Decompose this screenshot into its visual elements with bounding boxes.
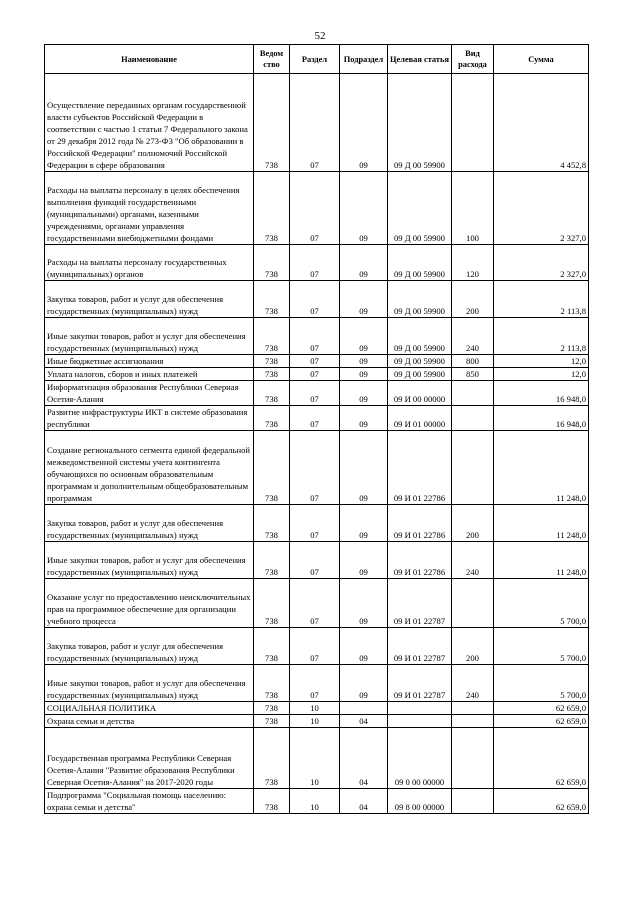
cell-sum: 11 248,0 xyxy=(494,542,589,579)
cell-sum: 2 327,0 xyxy=(494,172,589,245)
cell-dept: 738 xyxy=(254,368,290,381)
cell-name: Осуществление переданных органам государственной власти субъектов Российской Федерации в соответствии с частью 1 статьи 7 Федерального закона от 29 декабря 2012 года № 273-ФЗ "Об образовании в Российской Федерации" полномочий Российской Федерации в сфере образования xyxy=(45,74,254,172)
cell-expense-type xyxy=(452,702,494,715)
cell-sum: 2 113,8 xyxy=(494,318,589,355)
cell-target: 09 И 01 00000 xyxy=(388,406,452,431)
header-expense-type: Вид расхода xyxy=(452,45,494,74)
cell-dept: 738 xyxy=(254,281,290,318)
cell-sum: 62 659,0 xyxy=(494,702,589,715)
cell-subsection: 04 xyxy=(340,715,388,728)
cell-target: 09 Д 00 59900 xyxy=(388,281,452,318)
cell-dept: 738 xyxy=(254,665,290,702)
cell-expense-type xyxy=(452,406,494,431)
cell-name: Закупка товаров, работ и услуг для обеспечения государственных (муниципальных) нужд xyxy=(45,505,254,542)
cell-name: Расходы на выплаты персоналу в целях обеспечения выполнения функций государственными (муниципальными) органами, казенными учреждениями, органами управления государственными внебюджетными фондами xyxy=(45,172,254,245)
cell-name: Развитие инфраструктуры ИКТ в системе образования республики xyxy=(45,406,254,431)
table-row xyxy=(45,789,589,814)
cell-name: СОЦИАЛЬНАЯ ПОЛИТИКА xyxy=(45,702,254,715)
table-row xyxy=(45,355,589,368)
cell-target: 09 Д 00 59900 xyxy=(388,245,452,281)
table-row xyxy=(45,542,589,579)
cell-section: 07 xyxy=(290,431,340,505)
cell-expense-type xyxy=(452,579,494,628)
cell-dept: 738 xyxy=(254,355,290,368)
cell-sum: 16 948,0 xyxy=(494,406,589,431)
cell-section: 10 xyxy=(290,715,340,728)
cell-subsection: 09 xyxy=(340,281,388,318)
cell-target: 09 И 01 22786 xyxy=(388,542,452,579)
cell-expense-type xyxy=(452,74,494,172)
header-dept: Ведом ство xyxy=(254,45,290,74)
cell-dept: 738 xyxy=(254,406,290,431)
cell-section: 07 xyxy=(290,579,340,628)
cell-dept: 738 xyxy=(254,74,290,172)
cell-sum: 62 659,0 xyxy=(494,715,589,728)
cell-subsection: 09 xyxy=(340,318,388,355)
cell-subsection: 04 xyxy=(340,789,388,814)
cell-name: Иные бюджетные ассигнования xyxy=(45,355,254,368)
cell-sum: 5 700,0 xyxy=(494,628,589,665)
cell-name: Охрана семьи и детства xyxy=(45,715,254,728)
cell-section: 07 xyxy=(290,74,340,172)
cell-expense-type: 240 xyxy=(452,542,494,579)
cell-expense-type: 240 xyxy=(452,318,494,355)
cell-section: 07 xyxy=(290,172,340,245)
page-number: 52 xyxy=(314,30,326,42)
table-row xyxy=(45,665,589,702)
cell-target: 09 0 00 00000 xyxy=(388,728,452,789)
cell-dept: 738 xyxy=(254,628,290,665)
cell-dept: 738 xyxy=(254,728,290,789)
cell-expense-type: 200 xyxy=(452,505,494,542)
cell-name: Уплата налогов, сборов и иных платежей xyxy=(45,368,254,381)
cell-sum: 2 113,8 xyxy=(494,281,589,318)
table-row xyxy=(45,318,589,355)
cell-section: 10 xyxy=(290,728,340,789)
cell-dept: 738 xyxy=(254,245,290,281)
cell-expense-type xyxy=(452,431,494,505)
cell-section: 07 xyxy=(290,381,340,406)
cell-subsection: 09 xyxy=(340,579,388,628)
cell-sum: 4 452,8 xyxy=(494,74,589,172)
table-row xyxy=(45,505,589,542)
cell-dept: 738 xyxy=(254,715,290,728)
cell-sum: 5 700,0 xyxy=(494,665,589,702)
cell-section: 07 xyxy=(290,628,340,665)
table-row xyxy=(45,702,589,715)
cell-dept: 738 xyxy=(254,381,290,406)
cell-target: 09 И 01 22786 xyxy=(388,505,452,542)
cell-expense-type: 850 xyxy=(452,368,494,381)
table-row xyxy=(45,715,589,728)
header-name: Наименование xyxy=(45,45,254,74)
cell-sum: 11 248,0 xyxy=(494,431,589,505)
cell-name: Государственная программа Республики Северная Осетия-Алания "Развитие образования Республики Северная Осетия-Алания" на 2017-2020 годы xyxy=(45,728,254,789)
cell-section: 07 xyxy=(290,505,340,542)
cell-target: 09 Д 00 59900 xyxy=(388,355,452,368)
cell-name: Подпрограмма "Социальная помощь населению: охрана семьи и детства" xyxy=(45,789,254,814)
cell-section: 07 xyxy=(290,542,340,579)
cell-expense-type xyxy=(452,715,494,728)
header-row xyxy=(45,45,589,74)
cell-expense-type xyxy=(452,381,494,406)
header-sum: Сумма xyxy=(494,45,589,74)
cell-expense-type: 120 xyxy=(452,245,494,281)
cell-subsection: 04 xyxy=(340,728,388,789)
cell-name: Иные закупки товаров, работ и услуг для обеспечения государственных (муниципальных) нужд xyxy=(45,318,254,355)
cell-target: 09 И 01 22787 xyxy=(388,628,452,665)
cell-section: 07 xyxy=(290,406,340,431)
table-row xyxy=(45,74,589,172)
table-row xyxy=(45,728,589,789)
cell-name: Расходы на выплаты персоналу государственных (муниципальных) органов xyxy=(45,245,254,281)
cell-name: Иные закупки товаров, работ и услуг для обеспечения государственных (муниципальных) нужд xyxy=(45,665,254,702)
cell-subsection: 09 xyxy=(340,406,388,431)
cell-sum: 62 659,0 xyxy=(494,728,589,789)
cell-expense-type xyxy=(452,789,494,814)
cell-target: 09 И 00 00000 xyxy=(388,381,452,406)
cell-subsection: 09 xyxy=(340,368,388,381)
cell-expense-type: 200 xyxy=(452,281,494,318)
cell-subsection: 09 xyxy=(340,74,388,172)
cell-expense-type: 800 xyxy=(452,355,494,368)
cell-dept: 738 xyxy=(254,505,290,542)
cell-target: 09 И 01 22787 xyxy=(388,665,452,702)
cell-dept: 738 xyxy=(254,789,290,814)
cell-target: 09 8 00 00000 xyxy=(388,789,452,814)
table-row xyxy=(45,579,589,628)
cell-section: 10 xyxy=(290,789,340,814)
cell-sum: 11 248,0 xyxy=(494,505,589,542)
cell-subsection: 09 xyxy=(340,628,388,665)
cell-section: 10 xyxy=(290,702,340,715)
cell-dept: 738 xyxy=(254,431,290,505)
cell-subsection: 09 xyxy=(340,245,388,281)
cell-section: 07 xyxy=(290,355,340,368)
cell-dept: 738 xyxy=(254,172,290,245)
cell-name: Иные закупки товаров, работ и услуг для обеспечения государственных (муниципальных) нужд xyxy=(45,542,254,579)
cell-dept: 738 xyxy=(254,579,290,628)
table-row xyxy=(45,381,589,406)
table-row xyxy=(45,406,589,431)
cell-expense-type xyxy=(452,728,494,789)
cell-subsection: 09 xyxy=(340,431,388,505)
cell-target xyxy=(388,715,452,728)
header-subsection: Подраздел xyxy=(340,45,388,74)
cell-subsection: 09 xyxy=(340,542,388,579)
cell-target xyxy=(388,702,452,715)
cell-subsection: 09 xyxy=(340,381,388,406)
table-row xyxy=(45,368,589,381)
cell-target: 09 Д 00 59900 xyxy=(388,368,452,381)
cell-subsection xyxy=(340,702,388,715)
cell-target: 09 И 01 22786 xyxy=(388,431,452,505)
cell-target: 09 Д 00 59900 xyxy=(388,172,452,245)
budget-table xyxy=(44,44,589,814)
cell-sum: 62 659,0 xyxy=(494,789,589,814)
cell-target: 09 И 01 22787 xyxy=(388,579,452,628)
cell-dept: 738 xyxy=(254,318,290,355)
cell-name: Создание регионального сегмента единой федеральной межведомственной системы учета контингента обучающихся по основным образовательным программам и дополнительным общеобразовательным программам xyxy=(45,431,254,505)
cell-section: 07 xyxy=(290,281,340,318)
cell-subsection: 09 xyxy=(340,505,388,542)
cell-target: 09 Д 00 59900 xyxy=(388,318,452,355)
cell-sum: 5 700,0 xyxy=(494,579,589,628)
cell-expense-type: 200 xyxy=(452,628,494,665)
table-row xyxy=(45,245,589,281)
cell-section: 07 xyxy=(290,665,340,702)
cell-name: Закупка товаров, работ и услуг для обеспечения государственных (муниципальных) нужд xyxy=(45,281,254,318)
cell-sum: 16 948,0 xyxy=(494,381,589,406)
cell-subsection: 09 xyxy=(340,355,388,368)
table-row xyxy=(45,172,589,245)
table-row xyxy=(45,281,589,318)
cell-name: Закупка товаров, работ и услуг для обеспечения государственных (муниципальных) нужд xyxy=(45,628,254,665)
cell-target: 09 Д 00 59900 xyxy=(388,74,452,172)
header-section: Раздел xyxy=(290,45,340,74)
cell-name: Информатизация образования Республики Северная Осетия-Алания xyxy=(45,381,254,406)
table-row xyxy=(45,431,589,505)
cell-sum: 12,0 xyxy=(494,368,589,381)
cell-sum: 2 327,0 xyxy=(494,245,589,281)
header-target: Целевая статья xyxy=(388,45,452,74)
cell-dept: 738 xyxy=(254,542,290,579)
cell-sum: 12,0 xyxy=(494,355,589,368)
table-row xyxy=(45,628,589,665)
cell-section: 07 xyxy=(290,318,340,355)
cell-dept: 738 xyxy=(254,702,290,715)
cell-section: 07 xyxy=(290,368,340,381)
cell-subsection: 09 xyxy=(340,665,388,702)
cell-expense-type: 100 xyxy=(452,172,494,245)
cell-expense-type: 240 xyxy=(452,665,494,702)
cell-subsection: 09 xyxy=(340,172,388,245)
cell-name: Оказание услуг по предоставлению неисключительных прав на программное обеспечение для организации учебного процесса xyxy=(45,579,254,628)
cell-section: 07 xyxy=(290,245,340,281)
